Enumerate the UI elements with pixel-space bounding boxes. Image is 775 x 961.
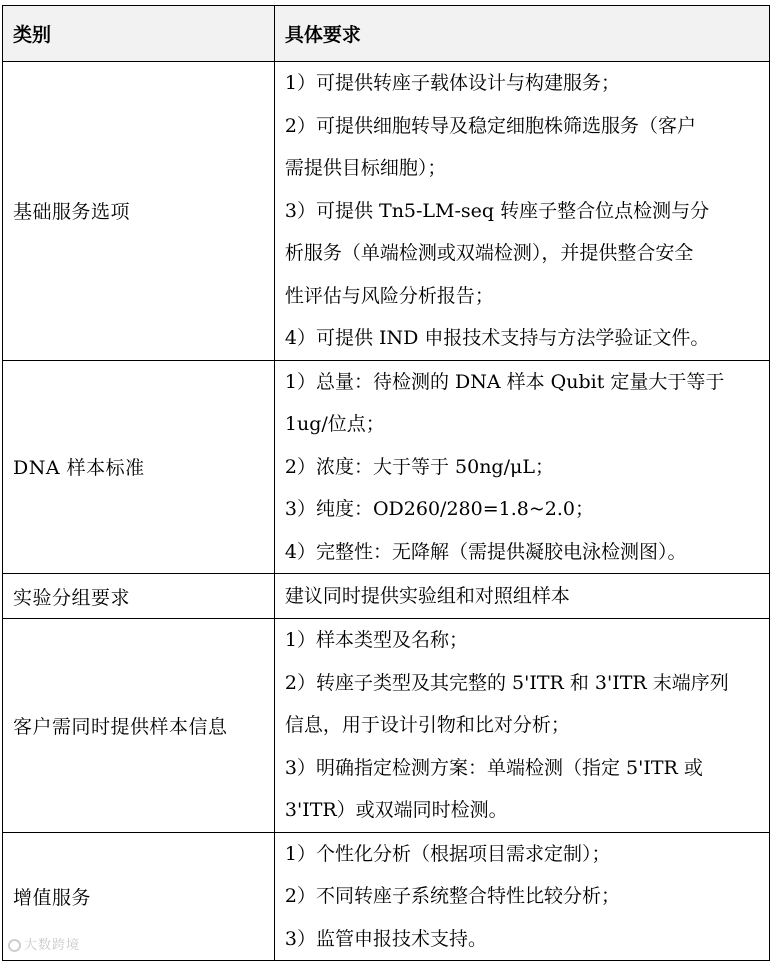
requirement-line: 2）转座子类型及其完整的 5'ITR 和 3'ITR 末端序列 — [284, 671, 729, 694]
requirement-line: 3）明确指定检测方案：单端检测（指定 5'ITR 或 — [284, 756, 703, 779]
requirement-line: 1ug/位点； — [284, 413, 385, 435]
category-cell: 增值服务 — [3, 832, 275, 961]
table-row — [3, 574, 770, 619]
requirement-line: 3）纯度：OD260/280=1.8~2.0； — [284, 498, 594, 520]
requirement-line: 2）可提供细胞转导及稳定细胞株筛选服务（客户 — [284, 114, 696, 137]
category-cell: 基础服务选项 — [3, 62, 275, 361]
requirement-line: 2）不同转座子系统整合特性比较分析； — [284, 885, 620, 907]
requirement-line: 1）样本类型及名称； — [284, 629, 468, 651]
requirements-cell — [274, 832, 769, 961]
header-category: 类别 — [3, 6, 275, 62]
category-cell: 实验分组要求 — [3, 574, 275, 619]
category-cell: DNA 样本标准 — [3, 360, 275, 574]
category-cell: 客户需同时提供样本信息 — [3, 619, 275, 833]
table-row — [3, 360, 770, 574]
table-row — [3, 832, 770, 961]
requirement-line: 3'ITR）或双端同时检测。 — [284, 799, 508, 821]
requirement-line: 需提供目标细胞）； — [284, 157, 447, 179]
watermark — [8, 934, 80, 953]
requirement-line: 信息，用于设计引物和比对分析； — [284, 714, 570, 736]
requirements-cell — [274, 62, 769, 361]
requirement-line: 3）可提供 Tn5-LM-seq 转座子整合位点检测与分 — [284, 199, 710, 222]
requirements-cell — [274, 574, 769, 619]
requirements-cell — [274, 360, 769, 574]
table-header-row — [3, 6, 770, 62]
requirement-line: 析服务（单端检测或双端检测），并提供整合安全 — [284, 242, 694, 264]
requirement-line: 性评估与风险分析报告； — [284, 284, 494, 307]
requirement-line: 4）完整性：无降解（需提供凝胶电泳检测图）。 — [284, 540, 687, 563]
header-requirements: 具体要求 — [274, 6, 769, 62]
logo-circle-icon — [8, 939, 21, 952]
requirements-cell — [274, 619, 769, 833]
table-row — [3, 619, 770, 833]
requirement-line: 建议同时提供实验组和对照组样本 — [284, 584, 570, 607]
requirement-line: 4）可提供 IND 申报技术支持与方法学验证文件。 — [284, 327, 710, 349]
requirements-table — [2, 5, 770, 961]
requirement-line: 1）可提供转座子载体设计与构建服务； — [284, 72, 620, 94]
table-row — [3, 62, 770, 361]
requirement-line: 1）个性化分析（根据项目需求定制）； — [284, 842, 611, 865]
requirement-line: 1）总量：待检测的 DNA 样本 Qubit 定量大于等于 — [284, 370, 725, 393]
requirement-line: 2）浓度：大于等于 50ng/μL； — [284, 455, 554, 478]
watermark-text: 大数跨境 — [24, 938, 81, 953]
requirement-line: 3）监管申报技术支持。 — [284, 927, 487, 950]
